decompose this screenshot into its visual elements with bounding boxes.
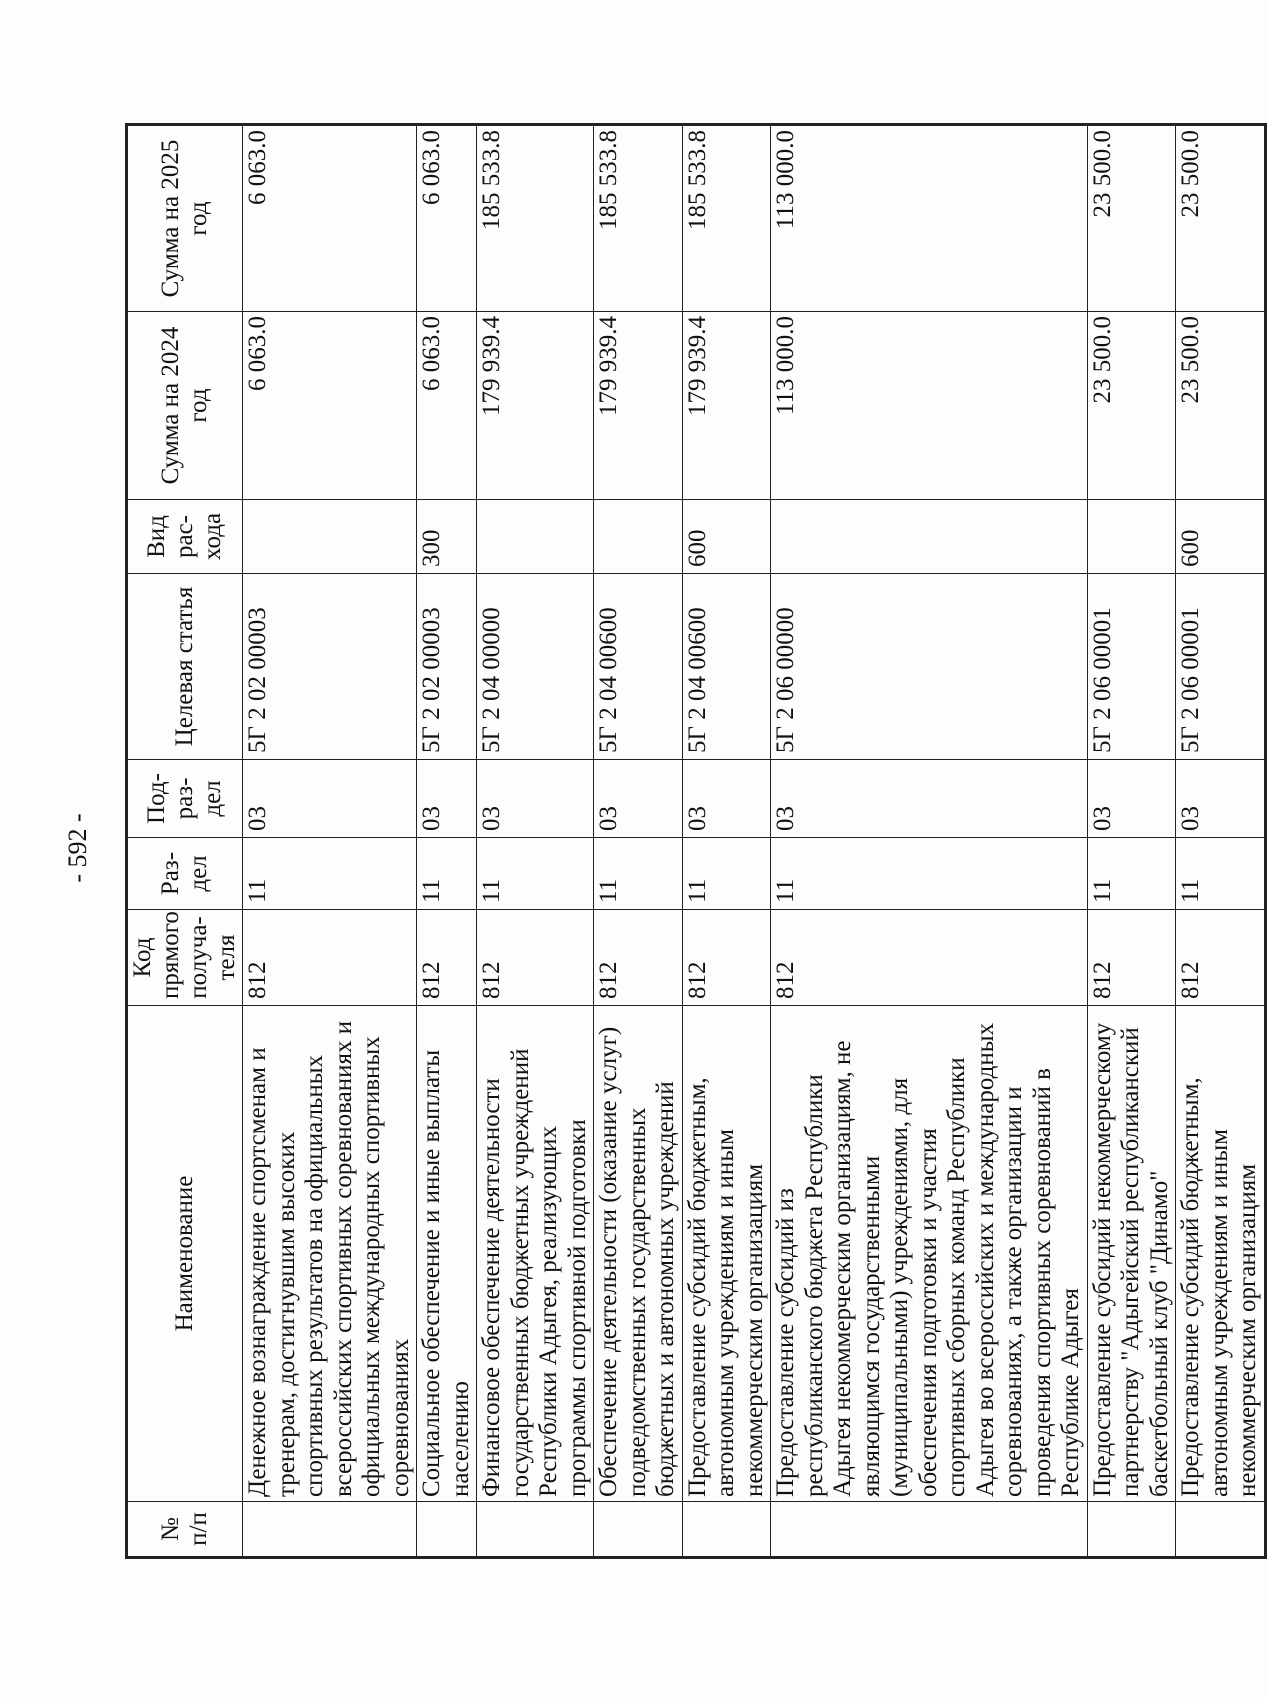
- cell-sum-2024: 113 000.0: [771, 312, 1088, 500]
- cell-target: 5Г 2 04 00600: [682, 574, 771, 760]
- cell-sum-2025: 185 533.8: [594, 125, 683, 312]
- table-row: [1087, 125, 1176, 1558]
- cell-name: Финансовое обеспечение деятельности государственных бюджетных учреждений Республики Адыгея, реализующих программы спортивной подготовки: [477, 1006, 594, 1502]
- cell-sum-2025: 185 533.8: [477, 125, 594, 312]
- cell-sum-2024: 6 063.0: [417, 312, 477, 500]
- table-row: [477, 125, 594, 1558]
- cell-recipient: 812: [682, 910, 771, 1006]
- cell-sum-2024: 23 500.0: [1087, 312, 1176, 500]
- cell-section: 11: [682, 838, 771, 910]
- rotated-table-container: [125, 126, 1261, 1559]
- header-section: Раз-дел: [127, 838, 243, 910]
- cell-recipient: 812: [771, 910, 1088, 1006]
- cell-num: [477, 1502, 594, 1558]
- cell-name: Социальное обеспечение и иные выплаты населению: [417, 1006, 477, 1502]
- cell-section: 11: [417, 838, 477, 910]
- cell-target: 5Г 2 06 00001: [1176, 574, 1266, 760]
- cell-subsection: 03: [477, 760, 594, 838]
- table-row: [682, 125, 771, 1558]
- header-target: Целевая статья: [127, 574, 243, 760]
- header-expense: Вид рас-хода: [127, 500, 243, 574]
- cell-sum-2025: 185 533.8: [682, 125, 771, 312]
- cell-name: Денежное вознаграждение спортсменам и тренерам, достигнувшим высоких спортивных результатов на официальных всероссийских спортивных соревнованиях и официальных международных спортивных соревнованиях: [243, 1006, 417, 1502]
- cell-target: 5Г 2 02 00003: [243, 574, 417, 760]
- cell-sum-2024: 179 939.4: [594, 312, 683, 500]
- header-recipient: Код прямого получа-теля: [127, 910, 243, 1006]
- cell-sum-2024: 179 939.4: [682, 312, 771, 500]
- cell-expense: 300: [417, 500, 477, 574]
- cell-sum-2024: 23 500.0: [1176, 312, 1266, 500]
- cell-subsection: 03: [243, 760, 417, 838]
- cell-section: 11: [1087, 838, 1176, 910]
- cell-subsection: 03: [1087, 760, 1176, 838]
- cell-subsection: 03: [1176, 760, 1266, 838]
- cell-expense: 600: [1176, 500, 1266, 574]
- cell-recipient: 812: [243, 910, 417, 1006]
- cell-num: [1176, 1502, 1266, 1558]
- cell-target: 5Г 2 04 00000: [477, 574, 594, 760]
- cell-section: 11: [1176, 838, 1266, 910]
- cell-expense: [771, 500, 1088, 574]
- cell-sum-2024: 179 939.4: [477, 312, 594, 500]
- cell-sum-2025: 23 500.0: [1176, 125, 1266, 312]
- header-subsection: Под-раз-дел: [127, 760, 243, 838]
- cell-section: 11: [243, 838, 417, 910]
- cell-num: [771, 1502, 1088, 1558]
- cell-sum-2024: 6 063.0: [243, 312, 417, 500]
- cell-sum-2025: 6 063.0: [243, 125, 417, 312]
- cell-name: Предоставление субсидий бюджетным, автономным учреждениям и иным некоммерческим организациям: [1176, 1006, 1266, 1502]
- cell-expense: [594, 500, 683, 574]
- table-row: [594, 125, 683, 1558]
- cell-name: Обеспечение деятельности (оказание услуг) подведомственных государственных бюджетных и автономных учреждений: [594, 1006, 683, 1502]
- cell-name: Предоставление субсидий из республиканского бюджета Республики Адыгея некоммерческим организациям, не являющимся государственными (муниципальными) учреждениями, для обеспечения подготовки и участия спортивных сборных команд Республики Адыгея во всероссийских и международных соревнованиях, а также организации и проведения спортивных соревнований в Республике Адыгея: [771, 1006, 1088, 1502]
- header-num: № п/п: [127, 1502, 243, 1558]
- cell-target: 5Г 2 02 00003: [417, 574, 477, 760]
- cell-section: 11: [771, 838, 1088, 910]
- cell-subsection: 03: [682, 760, 771, 838]
- cell-recipient: 812: [417, 910, 477, 1006]
- cell-name: Предоставление субсидий бюджетным, автономным учреждениям и иным некоммерческим организациям: [682, 1006, 771, 1502]
- cell-target: 5Г 2 06 00000: [771, 574, 1088, 760]
- cell-sum-2025: 113 000.0: [771, 125, 1088, 312]
- cell-target: 5Г 2 06 00001: [1087, 574, 1176, 760]
- cell-expense: 600: [682, 500, 771, 574]
- cell-num: [682, 1502, 771, 1558]
- cell-num: [1087, 1502, 1176, 1558]
- table-row: [417, 125, 477, 1558]
- cell-section: 11: [477, 838, 594, 910]
- cell-num: [417, 1502, 477, 1558]
- cell-num: [243, 1502, 417, 1558]
- budget-table: [125, 123, 1267, 1559]
- cell-subsection: 03: [771, 760, 1088, 838]
- cell-subsection: 03: [417, 760, 477, 838]
- cell-recipient: 812: [594, 910, 683, 1006]
- table-row: [1176, 125, 1266, 1558]
- cell-recipient: 812: [1087, 910, 1176, 1006]
- cell-sum-2025: 23 500.0: [1087, 125, 1176, 312]
- cell-expense: [1087, 500, 1176, 574]
- cell-subsection: 03: [594, 760, 683, 838]
- header-name: Наименование: [127, 1006, 243, 1502]
- header-sum-2025: Сумма на 2025 год: [127, 125, 243, 312]
- header-row: [127, 125, 243, 1558]
- page-number: - 592 -: [63, 813, 92, 883]
- cell-name: Предоставление субсидий некоммерческому партнерству "Адыгейский республиканский баскетбольный клуб "Динамо": [1087, 1006, 1176, 1502]
- cell-expense: [243, 500, 417, 574]
- cell-target: 5Г 2 04 00600: [594, 574, 683, 760]
- header-sum-2024: Сумма на 2024 год: [127, 312, 243, 500]
- cell-sum-2025: 6 063.0: [417, 125, 477, 312]
- cell-section: 11: [594, 838, 683, 910]
- cell-expense: [477, 500, 594, 574]
- cell-recipient: 812: [1176, 910, 1266, 1006]
- table-row: [771, 125, 1088, 1558]
- cell-num: [594, 1502, 683, 1558]
- cell-recipient: 812: [477, 910, 594, 1006]
- table-row: [243, 125, 417, 1558]
